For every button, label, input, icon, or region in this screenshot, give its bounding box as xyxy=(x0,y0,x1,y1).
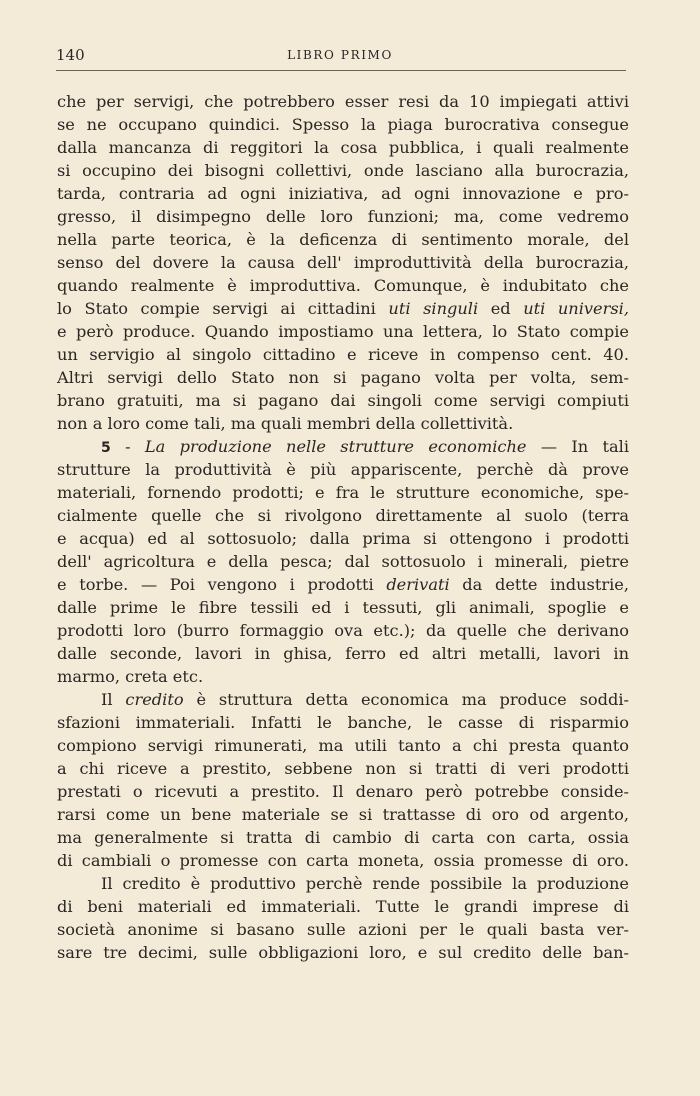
text-line xyxy=(57,895,629,918)
text-segment: prestati o ricevuti a prestito. Il denaro però potrebbe conside- xyxy=(57,782,629,801)
text-line xyxy=(57,389,629,412)
text-segment: un servigio al singolo cittadino e riceve in compenso cent. 40. xyxy=(57,345,629,364)
text-line xyxy=(57,251,629,274)
text-segment: se ne occupano quindici. Spesso la piaga burocrativa consegue xyxy=(57,115,629,134)
text-segment: ma generalmente si tratta di cambio di carta con carta, ossia xyxy=(57,828,629,847)
text-segment: e però produce. Quando impostiamo una lettera, lo Stato compie xyxy=(57,322,629,341)
text-segment: — In tali xyxy=(526,437,629,456)
text-segment: marmo, creta etc. xyxy=(57,667,204,686)
text-segment: di beni materiali ed immateriali. Tutte le grandi imprese di xyxy=(57,897,629,916)
text-line xyxy=(57,297,629,320)
text-line xyxy=(57,274,629,297)
text-line xyxy=(57,90,629,113)
text-segment: e torbe. — Poi vengono i prodotti xyxy=(57,575,387,594)
text-line xyxy=(57,688,629,711)
text-line xyxy=(57,320,629,343)
text-segment: da dette industrie, xyxy=(449,575,629,594)
text-line xyxy=(57,159,629,182)
text-segment: ed xyxy=(478,299,524,318)
text-segment: dell' agricoltura e della pesca; dal sottosuolo i minerali, pietre xyxy=(57,552,629,571)
text-line xyxy=(57,734,629,757)
text-segment: Il xyxy=(101,690,126,709)
text-line xyxy=(57,826,629,849)
page-number: 140 xyxy=(56,46,85,64)
text-line xyxy=(57,803,629,826)
page-header xyxy=(56,46,624,68)
header-rule xyxy=(56,70,626,71)
text-line xyxy=(57,596,629,619)
text-segment: dalle seconde, lavori in ghisa, ferro ed altri metalli, lavori in xyxy=(57,644,629,663)
text-line xyxy=(57,343,629,366)
text-segment: tarda, contraria ad ogni iniziativa, ad ogni innovazione e pro- xyxy=(57,184,629,203)
text-line xyxy=(57,941,629,964)
text-segment: compiono servigi rimunerati, ma utili tanto a chi presta quanto xyxy=(57,736,629,755)
text-line xyxy=(57,458,629,481)
text-segment: sfazioni immateriali. Infatti le banche, le casse di risparmio xyxy=(57,713,629,732)
text-line xyxy=(57,780,629,803)
text-segment: dalla mancanza di reggitori la cosa pubblica, i quali realmente xyxy=(57,138,629,157)
text-segment: rarsi come un bene materiale se si trattasse di oro od argento, xyxy=(57,805,629,824)
text-line xyxy=(57,412,629,435)
text-segment: e acqua) ed al sottosuolo; dalla prima si ottengono i prodotti xyxy=(57,529,629,548)
text-segment: cialmente quelle che si rivolgono direttamente al suolo (terra xyxy=(57,506,629,525)
text-line xyxy=(57,182,629,205)
text-segment: brano gratuiti, ma si pagano dai singoli come servigi compiuti xyxy=(57,391,629,410)
text-segment: dalle prime le fibre tessili ed i tessuti, gli animali, spoglie e xyxy=(57,598,629,617)
text-segment: a chi riceve a prestito, sebbene non si tratti di veri prodotti xyxy=(57,759,629,778)
text-line xyxy=(57,481,629,504)
text-line xyxy=(57,872,629,895)
text-segment: sare tre decimi, sulle obbligazioni loro, e sul credito delle ban- xyxy=(57,943,629,962)
text-line xyxy=(57,366,629,389)
text-line xyxy=(57,849,629,872)
italic-text: uti universi, xyxy=(523,299,630,318)
italic-text: credito xyxy=(125,690,184,709)
text-segment: nella parte teorica, è la deficenza di sentimento morale, del xyxy=(57,230,629,249)
text-segment: che per servigi, che potrebbero esser resi da 10 impiegati attivi xyxy=(57,92,629,111)
italic-text: derivati xyxy=(386,575,450,594)
text-line xyxy=(57,642,629,665)
text-line xyxy=(57,435,629,458)
text-segment: Altri servigi dello Stato non si pagano volta per volta, sem- xyxy=(57,368,629,387)
text-line xyxy=(57,136,629,159)
text-segment: si occupino dei bisogni collettivi, onde lasciano alla burocrazia, xyxy=(57,161,629,180)
text-line xyxy=(57,711,629,734)
italic-text: uti singuli xyxy=(388,299,479,318)
text-segment: società anonime si basano sulle azioni per le quali basta ver- xyxy=(57,920,629,939)
section-number: 5 xyxy=(101,440,111,456)
text-line xyxy=(57,504,629,527)
text-line xyxy=(57,550,629,573)
text-line xyxy=(57,918,629,941)
body-text xyxy=(57,90,629,964)
italic-text: La produzione nelle strutture economiche xyxy=(144,437,527,456)
text-segment: prodotti loro (burro formaggio ova etc.); da quelle che derivano xyxy=(57,621,629,640)
text-segment: materiali, fornendo prodotti; e fra le strutture economiche, spe- xyxy=(57,483,629,502)
text-segment: senso del dovere la causa dell' improduttività della burocrazia, xyxy=(57,253,629,272)
text-line xyxy=(57,619,629,642)
text-line xyxy=(57,757,629,780)
text-segment: quando realmente è improduttiva. Comunque, è indubitato che xyxy=(57,276,629,295)
text-line xyxy=(57,205,629,228)
text-segment: è struttura detta economica ma produce soddi- xyxy=(183,690,630,709)
text-line xyxy=(57,527,629,550)
text-segment: di cambiali o promesse con carta moneta, ossia promesse di oro. xyxy=(57,851,629,870)
text-line xyxy=(57,573,629,596)
running-head: LIBRO PRIMO xyxy=(287,48,393,62)
text-segment: strutture la produttività è più appariscente, perchè dà prove xyxy=(57,460,629,479)
text-segment: non a loro come tali, ma quali membri della collettività. xyxy=(57,414,514,433)
text-segment: lo Stato compie servigi ai cittadini xyxy=(57,299,389,318)
text-line xyxy=(57,228,629,251)
text-segment: - xyxy=(110,437,145,456)
text-line xyxy=(57,113,629,136)
text-segment: gresso, il disimpegno delle loro funzioni; ma, come vedremo xyxy=(57,207,629,226)
text-segment: Il credito è produttivo perchè rende possibile la produzione xyxy=(101,874,629,893)
text-line xyxy=(57,665,629,688)
